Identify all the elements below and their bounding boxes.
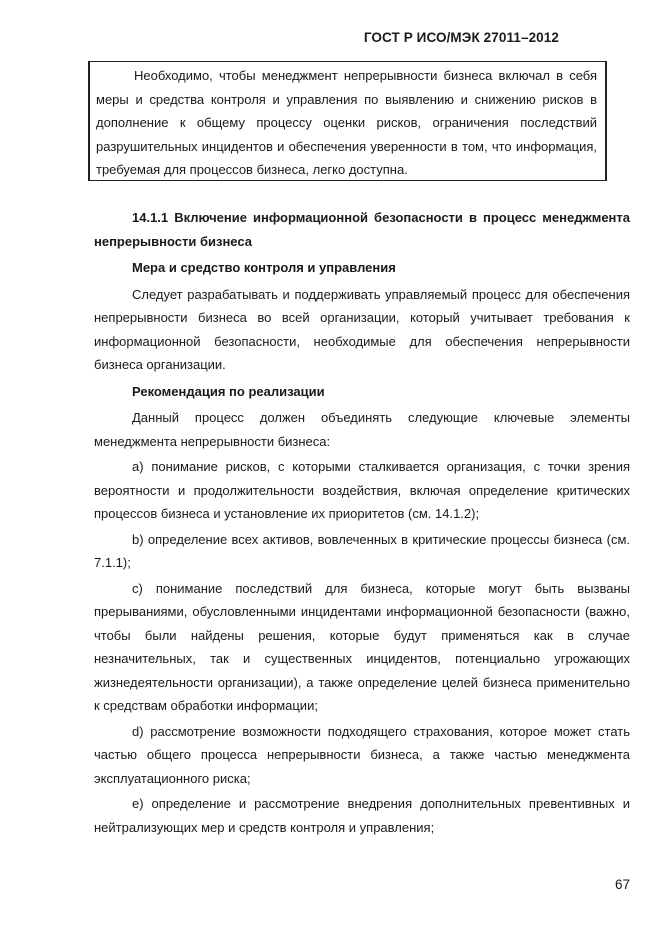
note-box [88, 61, 607, 181]
guidance-title: Рекомендация по реализации [132, 383, 325, 399]
section-heading: 14.1.1 Включение информационной безопасности в процесс менеджмента непрерывности бизнеса [94, 210, 630, 249]
guidance-text: Данный процесс должен объединять следующие ключевые элементы менеджмента непрерывности бизнеса: [94, 410, 630, 449]
list-item-a: a) понимание рисков, с которыми сталкивается организация, с точки зрения вероятности и продолжительности воздействия, включая определение критических процессов бизнеса и установление их приоритетов (см. 14.1.2); [94, 459, 630, 521]
list-item-e: e) определение и рассмотрение внедрения дополнительных превентивных и нейтрализующих мер и средств контроля и управления; [94, 796, 630, 835]
control-text: Следует разрабатывать и поддерживать управляемый процесс для обеспечения непрерывности бизнеса во всей организации, который учитывает требования к информационной безопасности, необходимые для обеспечения непрерывности бизнеса организации. [94, 286, 630, 372]
standard-header: ГОСТ Р ИСО/МЭК 27011–2012 [363, 30, 559, 45]
list-item-d: d) рассмотрение возможности подходящего страхования, которое может стать частью общего процесса непрерывности бизнеса, а также частью менеджмента эксплуатационного риска; [94, 723, 630, 786]
note-text: Необходимо, чтобы менеджмент непрерывности бизнеса включал в себя меры и средства контроля и управления по выявлению и снижению рисков в дополнение к общему процессу оценки рисков, ограничения последствий разрушительных инцидентов и обеспечения уверенности в том, что информация, требуемая для процессов бизнеса, легко доступна. [96, 68, 597, 178]
list-item-b: b) определение всех активов, вовлеченных в критические процессы бизнеса (см. 7.1.1); [94, 531, 630, 570]
page-number: 67 [614, 877, 630, 892]
control-title: Мера и средство контроля и управления [132, 260, 396, 275]
section-content [94, 206, 630, 839]
list-item-c: c) понимание последствий для бизнеса, которые могут быть вызваны прерываниями, обусловленными инцидентами информационной безопасности (важно, чтобы были найдены решения, которые будут применяться как в случае незначительных, так и существенных инцидентов, потенциально угрожающих жизнедеятельности организации), а также определение целей бизнеса применительно к средствам обработки информации; [94, 580, 630, 713]
